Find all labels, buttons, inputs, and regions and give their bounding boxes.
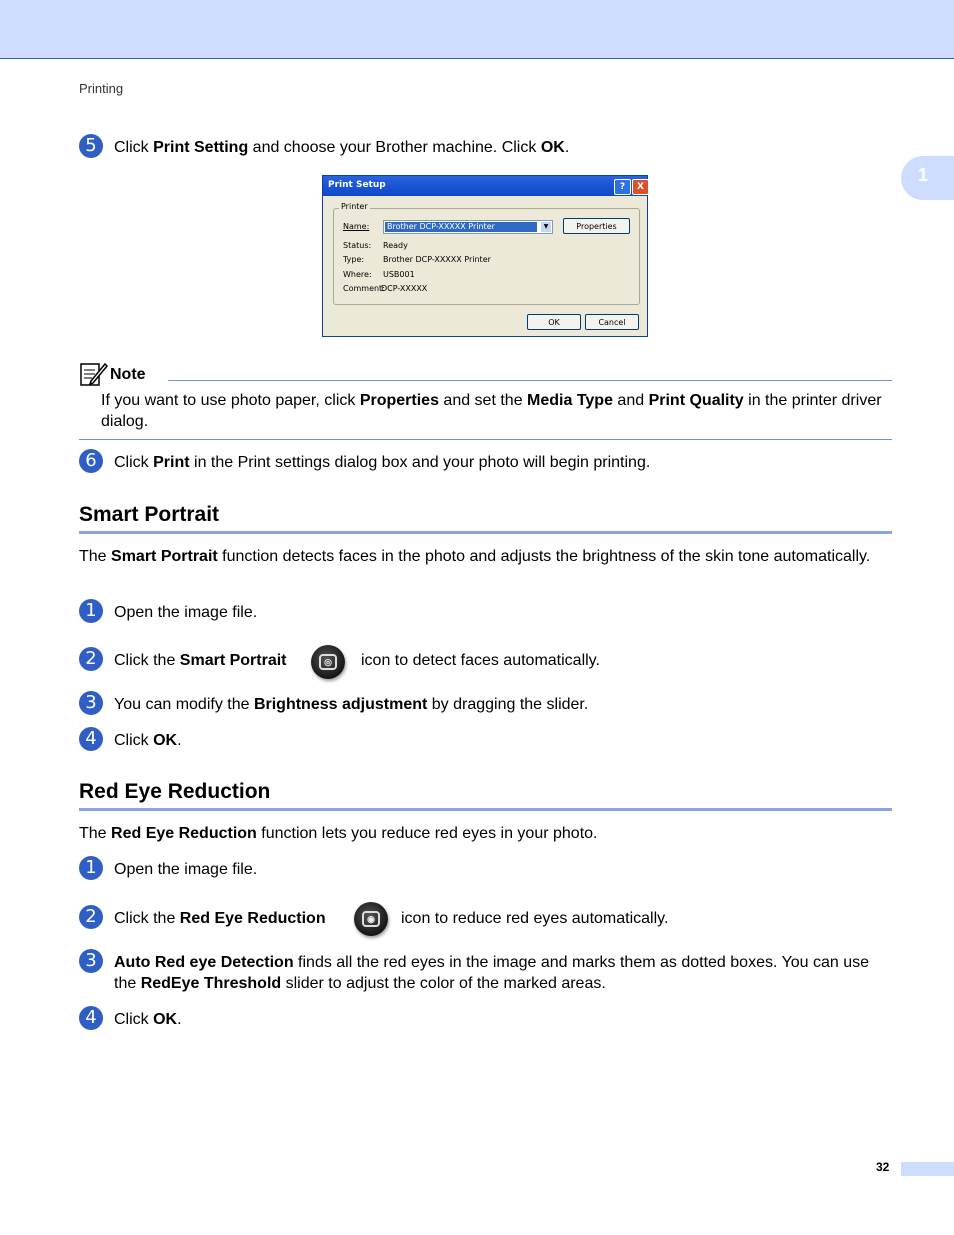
- print-setup-dialog: [322, 175, 648, 337]
- bold-term: Smart Portrait: [111, 548, 218, 565]
- bold-term: OK: [153, 732, 178, 749]
- dialog-title-bar: [323, 176, 647, 196]
- step-number: 6: [79, 449, 103, 473]
- text-run: slider to adjust the color of the marked areas.: [281, 975, 606, 992]
- bold-term: Print Quality: [648, 392, 744, 409]
- text-run: Open the image file.: [114, 604, 258, 621]
- status-value: Ready: [383, 241, 408, 250]
- text-run: and set the: [438, 392, 528, 409]
- text-run: function detects faces in the photo and adjusts the brightness of the skin tone automatically.: [217, 548, 871, 565]
- step-number: 2: [79, 647, 103, 671]
- text-run: Click: [114, 732, 154, 749]
- text-run: The: [79, 548, 112, 565]
- text-run: .: [177, 1011, 182, 1028]
- step-number: 3: [79, 949, 103, 973]
- step-text-after: icon to detect faces automatically.: [361, 652, 600, 669]
- text-run: and: [612, 392, 649, 409]
- comment-label: Comment:: [343, 284, 385, 293]
- cancel-button[interactable]: Cancel: [585, 314, 639, 330]
- text-run: and choose your Brother machine. Click: [248, 139, 541, 156]
- text-run: .: [177, 732, 182, 749]
- page-tab: [901, 1162, 954, 1176]
- bold-term: Media Type: [527, 392, 613, 409]
- status-label: Status:: [343, 241, 372, 250]
- name-label: Name:: [343, 222, 370, 231]
- bold-term: RedEye Threshold: [140, 975, 282, 992]
- text-run: Click the: [114, 910, 180, 927]
- text-run: Click: [114, 454, 154, 471]
- bold-term: OK: [153, 1011, 178, 1028]
- chapter-tab: [901, 156, 954, 200]
- text-run: If you want to use photo paper, click: [101, 392, 360, 409]
- chevron-down-icon[interactable]: ▼: [541, 222, 551, 232]
- bold-term: Auto Red eye Detection: [114, 954, 294, 971]
- header-band: [0, 0, 954, 59]
- ok-button[interactable]: OK: [527, 314, 581, 330]
- bold-term: Brightness adjustment: [253, 696, 428, 713]
- where-label: Where:: [343, 270, 372, 279]
- note-divider-bottom: [79, 439, 892, 440]
- close-icon[interactable]: X: [632, 179, 649, 195]
- bold-term: Print: [153, 454, 190, 471]
- step-number: 3: [79, 691, 103, 715]
- bold-term: Smart Portrait: [179, 652, 287, 669]
- text-run: by dragging the slider.: [427, 696, 589, 713]
- smart-portrait-intro: [79, 546, 879, 567]
- text-run: in the printer driver dialog.: [101, 392, 882, 430]
- bold-term: Red Eye Reduction: [179, 910, 326, 927]
- section-rule: [79, 531, 892, 534]
- type-value: Brother DCP-XXXXX Printer: [383, 255, 491, 264]
- properties-button[interactable]: Properties: [563, 218, 630, 234]
- step-text: [114, 859, 257, 880]
- step-text: [114, 730, 182, 751]
- text-run: in the Print settings dialog box and your photo will begin printing.: [189, 454, 651, 471]
- bold-term: Properties: [359, 392, 439, 409]
- note-label: Note: [110, 366, 146, 383]
- text-run: You can modify the: [114, 696, 254, 713]
- red-eye-reduction-icon: ◉: [354, 902, 388, 936]
- help-icon[interactable]: ?: [614, 179, 631, 195]
- dialog-title: Print Setup: [328, 180, 386, 190]
- text-run: Click: [114, 1011, 154, 1028]
- step-text: [114, 908, 326, 929]
- bold-term: OK: [540, 139, 565, 156]
- printer-group-label: Printer: [341, 202, 368, 211]
- step-number: 5: [79, 134, 103, 158]
- section-rule: [79, 808, 892, 811]
- step-text: [114, 694, 588, 715]
- section-heading-smart-portrait: Smart Portrait: [79, 503, 220, 526]
- section-heading-red-eye: Red Eye Reduction: [79, 780, 271, 803]
- bold-term: Red Eye Reduction: [111, 825, 257, 842]
- text-run: finds all the red eyes in the image and marks them as dotted boxes. You can use the: [114, 954, 870, 992]
- where-value: USB001: [383, 270, 415, 279]
- page-number: 32: [876, 1160, 890, 1174]
- step-number: 4: [79, 1006, 103, 1030]
- step-number: 1: [79, 599, 103, 623]
- smart-portrait-icon: ◎: [311, 645, 345, 679]
- text-run: Click: [114, 139, 154, 156]
- step-text: [114, 650, 287, 671]
- note-pencil-icon: [80, 361, 108, 387]
- bold-term: Print Setting: [153, 139, 249, 156]
- step-text: [114, 952, 894, 994]
- printer-name-value: Brother DCP-XXXXX Printer: [385, 222, 537, 232]
- step-number: 4: [79, 727, 103, 751]
- breadcrumb: Printing: [79, 81, 124, 96]
- text-run: function lets you reduce red eyes in your photo.: [256, 825, 598, 842]
- comment-value: DCP-XXXXX: [381, 284, 428, 293]
- printer-name-select[interactable]: [383, 220, 553, 234]
- step-text: [114, 602, 257, 623]
- text-run: Click the: [114, 652, 180, 669]
- step-text-after: icon to reduce red eyes automatically.: [401, 910, 669, 927]
- red-eye-intro: [79, 823, 879, 844]
- step-text: [114, 452, 650, 473]
- step-text: [114, 137, 569, 158]
- step-text: [114, 1009, 182, 1030]
- text-run: Open the image file.: [114, 861, 258, 878]
- note-divider-top: [168, 380, 892, 381]
- step-number: 2: [79, 905, 103, 929]
- type-label: Type:: [343, 255, 365, 264]
- chapter-number: 1: [918, 165, 929, 185]
- text-run: The: [79, 825, 112, 842]
- step-number: 1: [79, 856, 103, 880]
- note-text: [101, 390, 891, 432]
- text-run: .: [564, 139, 570, 156]
